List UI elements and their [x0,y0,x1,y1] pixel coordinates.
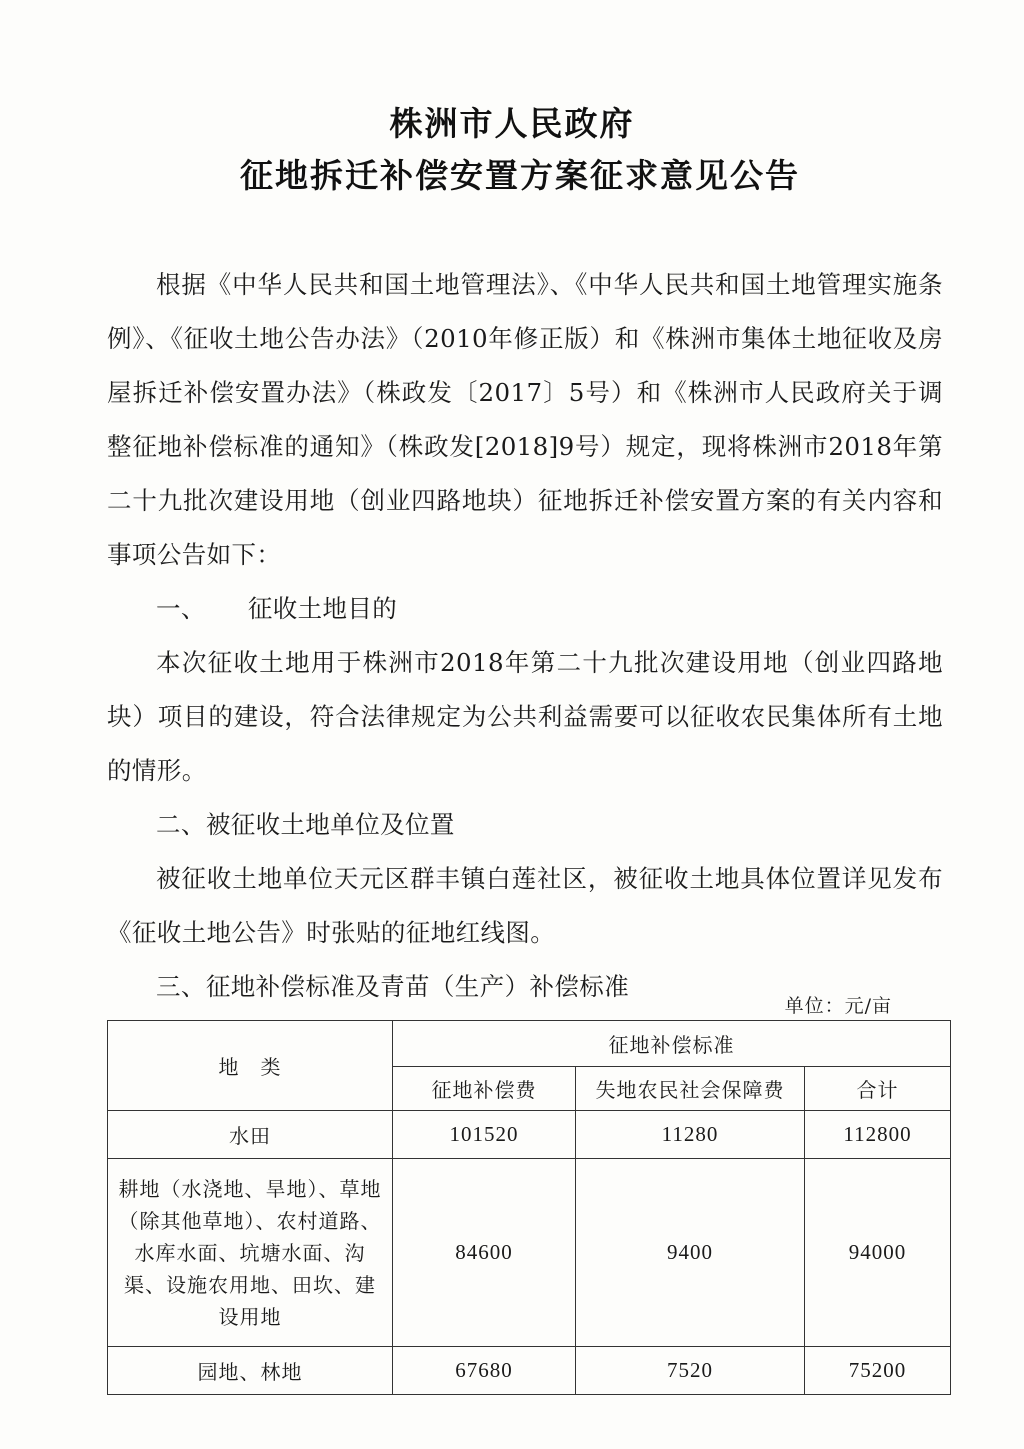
intro-paragraph: 根据《中华人民共和国土地管理法》、《中华人民共和国土地管理实施条例》、《征收土地公告办法》（2010年修正版）和《株洲市集体土地征收及房屋拆迁补偿安置办法》（株政发〔2017〕5号）和《株洲市人民政府关于调整征地补偿标准的通知》（株政发[2018]9号）规定，现将株洲市2018年第二十九批次建设用地（创业四路地块）征地拆迁补偿安置方案的有关内容和事项公告如下： [107,270,943,569]
compensation-table [107,1020,951,1395]
section-title-2: 被征收土地单位及位置 [205,810,455,839]
table-row [108,1347,951,1395]
page-title-line2: 征地拆迁补偿安置方案征求意见公告 [240,156,800,195]
cell-land-type: 园地、林地 [108,1347,393,1395]
col-header-fee: 征地补偿费 [393,1067,576,1111]
table-unit-label: 单位：元/亩 [784,995,892,1017]
page-title-line1: 株洲市人民政府 [389,104,635,143]
section-title-3: 征地补偿标准及青苗（生产）补偿标准 [205,972,630,1001]
table-row [108,1159,951,1347]
cell-security: 9400 [576,1159,805,1347]
document-body [107,258,943,1014]
section-body-1: 本次征收土地用于株洲市2018年第二十九批次建设用地（创业四路地块）项目的建设，符合法律规定为公共利益需要可以征收农民集体所有土地的情形。 [107,648,943,785]
section-number-1: 一、 [156,594,206,623]
col-header-total: 合计 [805,1067,951,1111]
cell-total: 112800 [805,1111,951,1159]
section-number-2: 二、 [156,810,206,839]
table-row [108,1111,951,1159]
section-number-3: 三、 [156,972,206,1001]
cell-fee: 101520 [393,1111,576,1159]
col-header-security: 失地农民社会保障费 [576,1067,805,1111]
cell-fee: 84600 [393,1159,576,1347]
cell-security: 7520 [576,1347,805,1395]
section-heading-2 [107,798,943,852]
section-title-1: 征收土地目的 [247,594,398,623]
section-heading-1 [107,582,943,636]
cell-land-type: 耕地（水浇地、旱地）、草地（除其他草地）、农村道路、水库水面、坑塘水面、沟渠、设施农用地、田坎、建设用地 [108,1159,393,1347]
cell-land-type: 水田 [108,1111,393,1159]
cell-security: 11280 [576,1111,805,1159]
cell-fee: 67680 [393,1347,576,1395]
cell-total: 75200 [805,1347,951,1395]
cell-total: 94000 [805,1159,951,1347]
col-land-type-header: 地 类 [108,1021,393,1111]
col-group-header: 征地补偿标准 [393,1021,951,1067]
section-body-2: 被征收土地单位天元区群丰镇白莲社区，被征收土地具体位置详见发布《征收土地公告》时张贴的征地红线图。 [107,864,943,947]
